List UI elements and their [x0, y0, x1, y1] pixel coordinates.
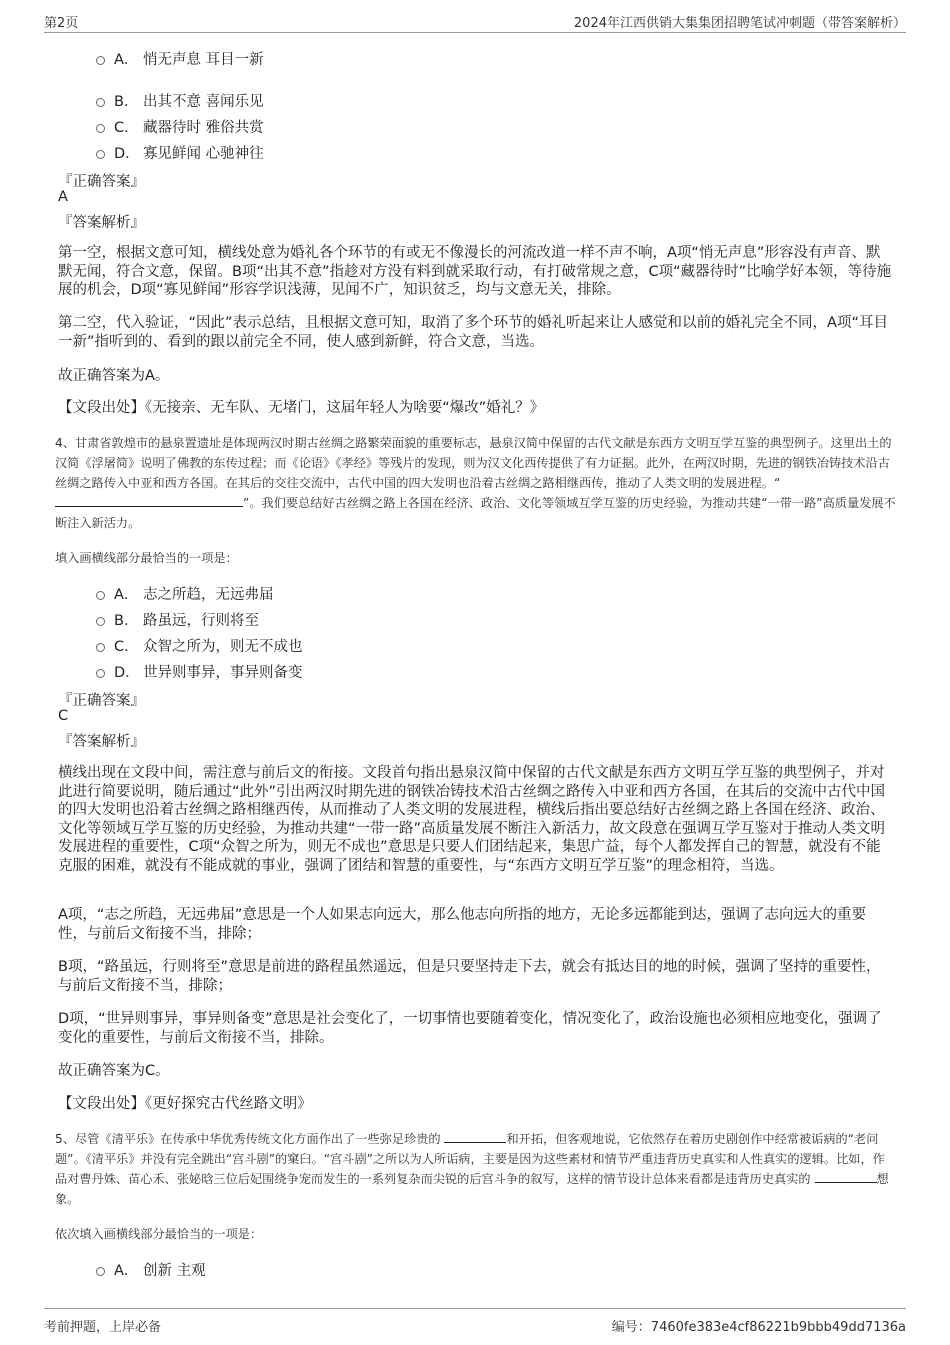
q4-option-b[interactable]: B． 路虽远，行则将至 — [96, 609, 259, 629]
q3-option-c[interactable]: C． 藏器待时 雅俗共赏 — [96, 116, 264, 136]
q5-option-a[interactable]: A． 创新 主观 — [96, 1259, 206, 1279]
radio-icon[interactable] — [96, 1267, 105, 1276]
page-number: 第2页 — [44, 16, 79, 31]
question-prompt: 填入画横线部分最恰当的一项是： — [55, 551, 238, 565]
radio-icon[interactable] — [96, 56, 105, 65]
analysis-option-b: B项，“路虽远，行则将至”意思是前进的路程虽然遥远，但是只要坚持走下去，就会有抵达目的地的时候，强调了坚持的重要性，与前后文衔接不当，排除； — [58, 959, 881, 994]
fill-blank — [55, 494, 243, 507]
question-stem: 4、甘肃省敦煌市的悬泉置遗址是体现两汉时期古丝绸之路繁荣面貌的重要标志，悬泉汉简中保留的古代文献是东西方文明互学互鉴的典型例子。这里出土的汉简《浮屠简》说明了佛教的东传过程；而《论语》《孝经》等残片的发现，则为汉文化西传提供了有力证据。此外，在两汉时期，先进的钢铁冶铸技术沿古丝绸之路传入中亚和西方各国。在其后的交往交流中，古代中国的四大发明也沿着古丝绸之路相继西传，推动了人类文明的发展进程。“”。我们要总结好古丝绸之路上各国在经济、政治、文化等领域互学互鉴的历史经验，为推动共建“一带一路”高质量发展不断注入新活力。 — [55, 436, 896, 530]
radio-icon[interactable] — [96, 643, 105, 652]
footer-slogan: 考前押题，上岸必备 — [44, 1320, 162, 1335]
radio-icon[interactable] — [96, 617, 105, 626]
radio-icon[interactable] — [96, 669, 105, 678]
analysis-label: 『答案解析』 — [58, 734, 145, 750]
q3-option-d[interactable]: D． 寡见鲜闻 心驰神往 — [96, 142, 264, 162]
analysis-label: 『答案解析』 — [58, 215, 145, 231]
q4-option-a[interactable]: A． 志之所趋，无远弗届 — [96, 583, 274, 603]
q4-option-c[interactable]: C． 众智之所为，则无不成也 — [96, 635, 303, 655]
fill-blank — [815, 1170, 877, 1183]
question-stem: 5、尽管《清平乐》在传承中华优秀传统文化方面作出了一些弥足珍贵的 和开拓，但客观地说，它依然存在着历史剧创作中经常被诟病的“老问题”。《清平乐》并没有完全跳出“宫斗剧”的窠臼。“宫斗剧”之所以为人所诟病，主要是因为这些素材和情节严重违背历史真实和人性真实的逻辑。比如，作品对曹丹姝、苗心禾、张妼晗三位后妃围绕争宠而发生的一系列复杂而尖锐的后宫斗争的叙写，这样的情节设计总体来看都是违背历史真实的 想象。 — [55, 1132, 889, 1206]
radio-icon[interactable] — [96, 150, 105, 159]
conclusion: 故正确答案为C。 — [58, 1063, 170, 1079]
answer-label: 『正确答案』 — [58, 174, 145, 190]
answer-value: A — [58, 189, 68, 205]
analysis-paragraph: 横线出现在文段中间，需注意与前后文的衔接。文段首句指出悬泉汉简中保留的古代文献是东西方文明互学互鉴的典型例子，并对此进行简要说明，随后通过“此外”引出两汉时期先进的钢铁冶铸技术沿古丝绸之路传入中亚和西方各国，在其后的交流中古代中国的四大发明也沿着古丝绸之路相继西传，从而推动了人类文明的发展进程，横线后指出要总结好古丝绸之路上各国在经济、政治、文化等领域互学互鉴的历史经验，为推动共建“一带一路”高质量发展不断注入新活力，故文段意在强调互学互鉴对于推动人类文明发展进程的重要性，C项“众智之所为，则无不成也”意思是只要人们团结起来，集思广益，每个人都发挥自己的智慧，就没有不能克服的困难，就没有不能成就的事业，强调了团结和智慧的重要性，与“东西方文明互学互鉴”的理念相符，当选。 — [58, 765, 886, 874]
page-footer — [44, 1308, 906, 1339]
q3-option-b[interactable]: B． 出其不意 喜闻乐见 — [96, 90, 264, 110]
question-prompt: 依次填入画横线部分最恰当的一项是： — [55, 1227, 263, 1241]
analysis-option-a: A项，“志之所趋，无远弗届”意思是一个人如果志向远大，那么他志向所指的地方，无论多远都能到达，强调了志向远大的重要性，与前后文衔接不当，排除； — [58, 907, 866, 942]
answer-label: 『正确答案』 — [58, 693, 145, 709]
q3-option-a[interactable]: A． 悄无声息 耳目一新 — [96, 48, 264, 68]
answer-value: C — [58, 708, 69, 724]
source-citation: 【文段出处】《无接亲、无车队、无堵门，这届年轻人为啥要“爆改”婚礼？》 — [58, 400, 545, 416]
fill-blank — [444, 1130, 506, 1143]
document-id: 编号：7460fe383e4cf86221b9bbb49dd7136a — [611, 1320, 906, 1335]
radio-icon[interactable] — [96, 591, 105, 600]
radio-icon[interactable] — [96, 98, 105, 107]
page-header — [44, 6, 906, 33]
source-citation: 【文段出处】《更好探究古代丝路文明》 — [58, 1096, 312, 1112]
analysis-option-d: D项，“世异则事异，事异则备变”意思是社会变化了，一切事情也要随着变化，情况变化了，政治设施也必须相应地变化，强调了变化的重要性，与前后文衔接不当，排除。 — [58, 1011, 882, 1046]
q4-option-d[interactable]: D． 世异则事异，事异则备变 — [96, 661, 303, 681]
analysis-paragraph: 第二空，代入验证，“因此”表示总结，且根据文意可知，取消了多个环节的婚礼听起来让人感觉和以前的婚礼完全不同，A项“耳目一新”指听到的、看到的跟以前完全不同，使人感到新鲜，符合文意，当选。 — [58, 315, 888, 350]
radio-icon[interactable] — [96, 124, 105, 133]
conclusion: 故正确答案为A。 — [58, 368, 170, 384]
analysis-paragraph: 第一空，根据文意可知，横线处意为婚礼各个环节的有或无不像漫长的河流改道一样不声不响，A项“悄无声息”形容没有声音、默默无闻，符合文意，保留。B项“出其不意”指趁对方没有料到就采取行动，有打破常规之意，C项“藏器待时”比喻学好本领，等待施展的机会，D项“寡见鲜闻”形容学识浅薄，见闻不广，知识贫乏，均与文意无关，排除。 — [58, 245, 892, 299]
document-title: 2024年江西供销大集集团招聘笔试冲刺题（带答案解析） — [573, 16, 906, 31]
